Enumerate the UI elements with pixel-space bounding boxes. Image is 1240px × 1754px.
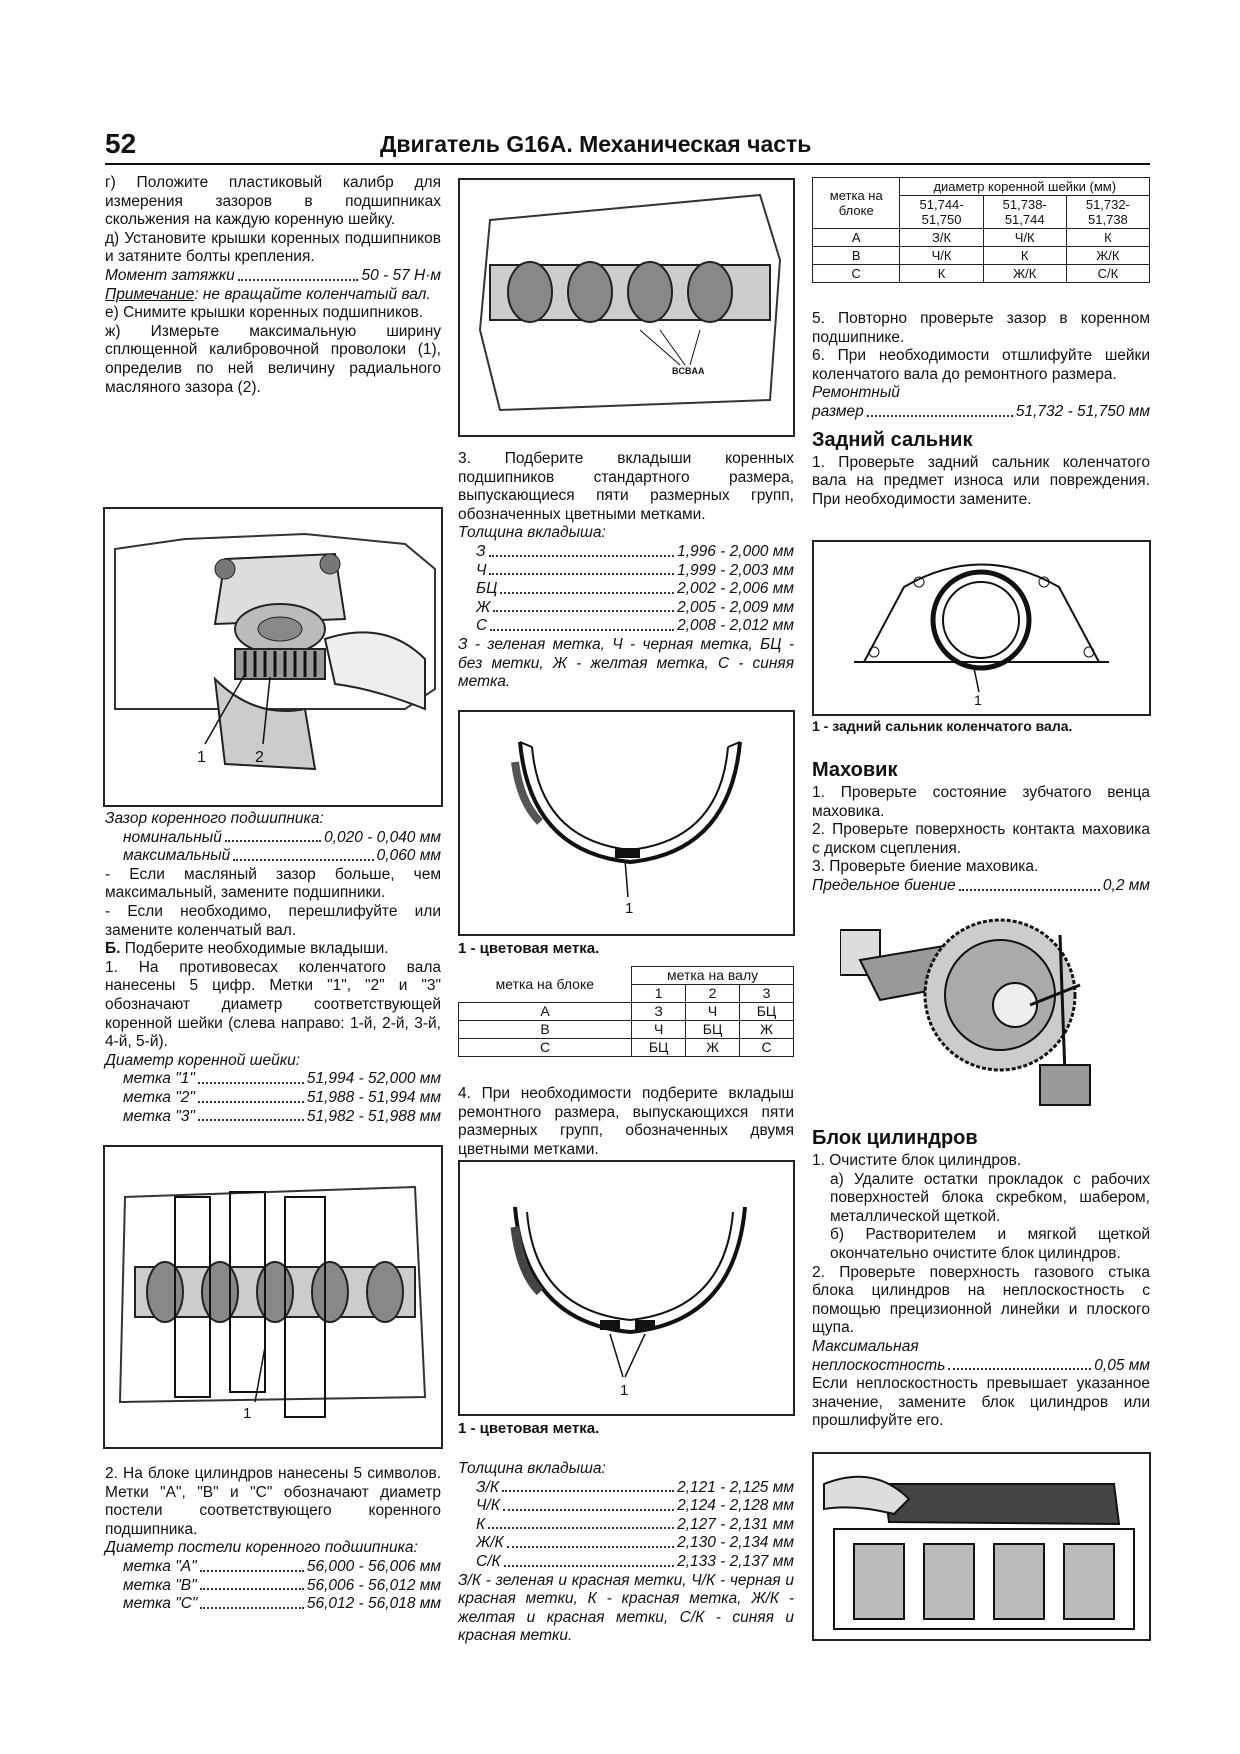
clearance-title: Зазор коренного подшипника: xyxy=(105,810,324,827)
heading-rear-seal: Задний сальник xyxy=(812,428,973,451)
journal-title: Диаметр коренной шейки: xyxy=(105,1051,301,1069)
t2-col: 51,738-51,744 xyxy=(983,196,1066,229)
thick-ch: Ч 1,999 - 2,003 мм xyxy=(476,561,794,579)
color-legend-2: З/К - зеленая и красная метки, Ч/К - черная и красная метки, К - красная метка, Ж/К - желтая и красная метки, С/К - синяя и красная метки. xyxy=(458,1571,794,1645)
rear-seal-illustration xyxy=(814,542,1149,714)
thick-z: З 1,996 - 2,000 мм xyxy=(476,542,794,560)
shell2-label: 1 xyxy=(620,1382,629,1399)
text-fly-1: 1. Проверьте состояние зубчатого венца маховика. xyxy=(812,784,1150,820)
clearance-max: максимальный 0,060 мм xyxy=(123,847,441,865)
t2-col: 51,744-51,750 xyxy=(900,196,983,229)
step-zh: ж) Измерьте максимальную ширину сплющенной калибровочной проволоки (1), определив по ней величину радиального масляного зазора (2). xyxy=(105,322,441,396)
text-crank-marks: 1. На противовесах коленчатого вала нанесены 5 цифр. Метки "1", "2" и "3" обозначают диаметр соответствующей коренной шейки (слева направо: 1-й, 2-й, 3-й, 4-й, 5-й). xyxy=(105,958,441,1051)
col1-top-text xyxy=(105,174,441,397)
text-fly-3: 3. Проверьте биение маховика. xyxy=(812,858,1039,876)
repair-size: размер 51,732 - 51,750 мм xyxy=(812,402,1150,420)
page-number: 52 xyxy=(105,128,137,159)
text-fly-2: 2. Проверьте поверхность контакта маховика с диском сцепления. xyxy=(812,821,1150,857)
clearance-nominal: номинальный 0,020 - 0,040 мм xyxy=(123,828,441,846)
text-replace-bearings: - Если масляный зазор больше, чем максимальный, замените подшипники. xyxy=(105,865,441,902)
figure-block-marks xyxy=(458,178,795,437)
figure-plastigage xyxy=(103,507,443,807)
block-flatness-illustration xyxy=(814,1454,1149,1639)
figure-flywheel xyxy=(840,905,1110,1110)
thick-zh: Ж 2,005 - 2,009 мм xyxy=(476,598,794,616)
step-d: д) Установите крышки коренных подшипников и затяните болты крепления. xyxy=(105,229,441,266)
color-legend-1: З - зеленая метка, Ч - черная метка, БЦ - без метки, Ж - желтая метка, С - синяя метка. xyxy=(458,635,794,691)
fig1-label-2: 2 xyxy=(255,749,264,766)
journal-3: метка "3" 51,982 - 51,988 мм xyxy=(123,1107,441,1125)
table-row: B Ч БЦ Ж xyxy=(459,1021,794,1039)
fig-block-text: BCBAA xyxy=(672,366,705,376)
thick-bc: БЦ 2,002 - 2,006 мм xyxy=(476,580,794,598)
t2-head-left: метка на блоке xyxy=(813,178,900,229)
crankshaft-illustration xyxy=(105,1147,441,1447)
figure-shell-1 xyxy=(458,710,795,936)
note: Примечание: не вращайте коленчатый вал. xyxy=(105,285,431,303)
thick-s: С 2,008 - 2,012 мм xyxy=(476,617,794,635)
repair-shell-table xyxy=(812,177,1150,283)
figure-shell-2 xyxy=(458,1160,795,1416)
text-blk-2: 2. Проверьте поверхность газового стыка блока цилиндров на неплоскостность с помощью прецизионной линейки и плоского щупа. xyxy=(812,1263,1150,1337)
text-blk-3: Если неплоскостность превышает указанное значение, замените блок цилиндров или прошлифуйте его. xyxy=(812,1375,1150,1430)
figure-crankshaft-marks xyxy=(103,1145,443,1449)
table-row: A З Ч БЦ xyxy=(459,1003,794,1021)
text-select-shells: Б. Подберите необходимые вкладыши. xyxy=(105,940,389,958)
thick2-zk: З/К 2,121 - 2,125 мм xyxy=(476,1478,794,1496)
table-row: A З/К Ч/К К xyxy=(813,229,1150,247)
thick2-sk: С/К 2,133 - 2,137 мм xyxy=(476,1552,794,1570)
thick2-title: Толщина вкладыша: xyxy=(458,1460,606,1477)
bearing-shell-illustration-2 xyxy=(460,1162,793,1414)
col3-text-2 xyxy=(812,752,1150,896)
caption-shell-1: 1 - цветовая метка. xyxy=(458,940,600,957)
figure-rear-seal xyxy=(812,540,1151,716)
step-g: г) Положите пластиковый калибр для измерения зазоров в подшипниках скольжения на каждую коренную шейку. xyxy=(105,174,441,229)
text-blk-a: а) Удалите остатки прокладок с рабочих поверхностей блока скребком, шабером, металлической щеткой. xyxy=(830,1170,1150,1225)
bore-b: метка "B" 56,006 - 56,012 мм xyxy=(123,1576,441,1594)
seal-label: 1 xyxy=(974,692,982,708)
thick-title: Толщина вкладыша: xyxy=(458,524,606,542)
t1-head-top: метка на валу xyxy=(632,967,794,985)
text-select-repair: 4. При необходимости подберите вкладыш ремонтного размера, выпускающихся пяти размерных групп, обозначенных двумя цветными метками. xyxy=(458,1085,794,1158)
t1-col: 3 xyxy=(740,985,794,1003)
journal-2: метка "2" 51,988 - 51,994 мм xyxy=(123,1088,441,1106)
bore-a: метка "A" 56,000 - 56,006 мм xyxy=(123,1557,441,1575)
text-blk-1: 1. Очистите блок цилиндров. xyxy=(812,1152,1022,1169)
plastigage-illustration xyxy=(105,509,441,805)
text-rear-seal: 1. Проверьте задний сальник коленчатого вала на предмет износа или повреждения. При необходимости замените. xyxy=(812,453,1150,508)
col3-text-3 xyxy=(812,1120,1150,1431)
t2-col: 51,732-51,738 xyxy=(1066,196,1149,229)
col1-mid-text xyxy=(105,810,441,1126)
table-row: C К Ж/К С/К xyxy=(813,265,1150,283)
caption-rear-seal: 1 - задний сальник коленчатого вала. xyxy=(812,718,1073,734)
step-e: е) Снимите крышки коренных подшипников. xyxy=(105,304,424,322)
text-block-marks: 2. На блоке цилиндров нанесены 5 символов. Метки "A", "B" и "C" обозначают диаметр постели соответствующего коренного подшипника. xyxy=(105,1465,441,1538)
table-row: C БЦ Ж С xyxy=(459,1039,794,1057)
heading-cylinder-block: Блок цилиндров xyxy=(812,1127,978,1149)
text-regrind: - Если необходимо, перешлифуйте или замените коленчатый вал. xyxy=(105,902,441,939)
text-grind: 6. При необходимости отшлифуйте шейки коленчатого вала до ремонтного размера. xyxy=(812,347,1150,383)
heading-flywheel: Маховик xyxy=(812,759,898,781)
text-select-standard: 3. Подберите вкладыши коренных подшипников стандартного размера, выпускающиеся пяти размерных групп, обозначенных цветными метками. xyxy=(458,450,794,523)
t1-head-left: метка на блоке xyxy=(459,967,632,1003)
col2-text-2 xyxy=(458,1085,794,1159)
text-recheck: 5. Повторно проверьте зазор в коренном подшипнике. xyxy=(812,310,1150,346)
bore-c: метка "C" 56,012 - 56,018 мм xyxy=(123,1595,441,1613)
t1-col: 1 xyxy=(632,985,686,1003)
bore-title: Диаметр постели коренного подшипника: xyxy=(105,1539,418,1557)
t2-head-top: диаметр коренной шейки (мм) xyxy=(900,178,1150,196)
thick2-k: К 2,127 - 2,131 мм xyxy=(476,1515,794,1533)
caption-shell-2: 1 - цветовая метка. xyxy=(458,1420,600,1437)
fig3-label-1: 1 xyxy=(243,1405,252,1422)
shell-selection-table xyxy=(458,966,794,1057)
runout-spec: Предельное биение 0,2 мм xyxy=(812,876,1150,894)
flywheel-illustration xyxy=(840,905,1110,1110)
figure-block-flatness xyxy=(812,1452,1151,1641)
col2-text-3 xyxy=(458,1460,794,1646)
fig1-label-1: 1 xyxy=(197,749,206,766)
t1-col: 2 xyxy=(686,985,740,1003)
header-rule xyxy=(105,163,1150,165)
repair-label: Ремонтный xyxy=(812,384,900,402)
flatness-spec: неплоскостность 0,05 мм xyxy=(812,1356,1150,1374)
thick2-chk: Ч/К 2,124 - 2,128 мм xyxy=(476,1497,794,1515)
page-title: Двигатель G16A. Механическая часть xyxy=(380,131,812,157)
thick2-zhk: Ж/К 2,130 - 2,134 мм xyxy=(476,1534,794,1552)
col2-text-1 xyxy=(458,450,794,692)
shell1-label: 1 xyxy=(625,900,634,917)
torque-spec: Момент затяжки 50 - 57 Н·м xyxy=(105,266,441,284)
col3-text-1 xyxy=(812,310,1150,509)
journal-1: метка "1" 51,994 - 52,000 мм xyxy=(123,1070,441,1088)
engine-block-illustration xyxy=(460,180,793,435)
table-row: B Ч/К К Ж/К xyxy=(813,247,1150,265)
flatness-label: Максимальная xyxy=(812,1337,919,1355)
col1-bottom-text xyxy=(105,1465,441,1614)
text-blk-b: б) Растворителем и мягкой щеткой окончательно очистите блок цилиндров. xyxy=(830,1226,1150,1262)
